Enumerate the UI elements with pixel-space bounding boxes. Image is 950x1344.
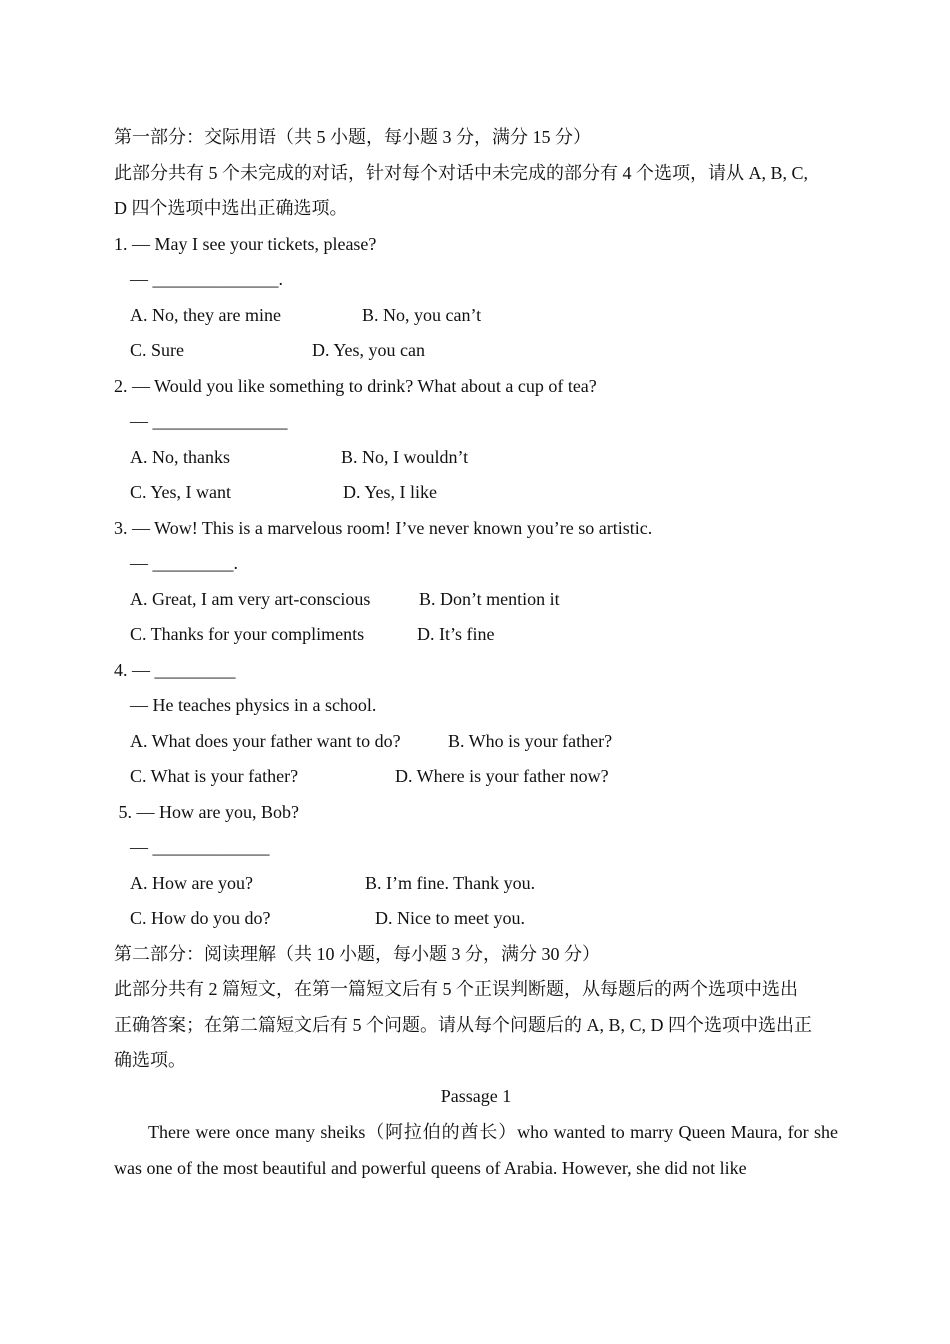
options-row — [114, 866, 838, 902]
question-response: — He teaches physics in a school. — [130, 695, 377, 715]
question-5 — [114, 795, 838, 937]
part1-header: 第一部分：交际用语（共 5 小题，每小题 3 分，满分 15 分） — [114, 127, 591, 147]
options-row — [114, 901, 838, 937]
question-prompt: 3. — Wow! This is a marvelous room! I’ve never known you’re so artistic. — [114, 517, 653, 538]
option-b: B. No, I wouldn’t — [341, 446, 469, 467]
option-b: B. I’m fine. Thank you. — [365, 872, 536, 893]
option-d: D. It’s fine — [417, 624, 495, 644]
passage-title: Passage 1 — [440, 1085, 512, 1106]
option-d: D. Yes, you can — [312, 340, 426, 360]
question-prompt: 2. — Would you like something to drink? What about a cup of tea? — [114, 375, 597, 396]
options-row — [114, 759, 838, 795]
question-response: — _______________ — [130, 411, 288, 431]
option-b: B. Who is your father? — [448, 730, 613, 751]
option-c: C. Thanks for your compliments — [130, 624, 365, 644]
option-b: B. No, you can’t — [362, 304, 482, 325]
question-prompt: 4. — _________ — [114, 659, 236, 680]
question-3 — [114, 511, 838, 653]
option-c: C. Yes, I want — [130, 482, 232, 502]
question-response: — ______________. — [130, 269, 283, 289]
question-response: — _____________ — [130, 837, 270, 857]
question-1 — [114, 227, 838, 369]
options-row — [114, 298, 838, 334]
question-prompt: 1. — May I see your tickets, please? — [114, 233, 377, 254]
option-a: A. How are you? — [130, 872, 253, 893]
part2-instruction-line: 确选项。 — [114, 1050, 186, 1070]
part2-instruction-line: 正确答案；在第二篇短文后有 5 个问题。请从每个问题后的 A, B, C, D 四个选项中选出正 — [114, 1014, 813, 1035]
option-a: A. No, they are mine — [130, 304, 281, 325]
options-row — [114, 475, 838, 511]
option-a: A. Great, I am very art-conscious — [130, 588, 371, 609]
options-row — [114, 617, 838, 653]
question-response: — _________. — [130, 553, 238, 573]
option-d: D. Nice to meet you. — [375, 908, 525, 928]
option-d: D. Where is your father now? — [395, 766, 609, 786]
options-row — [114, 440, 838, 476]
option-c: C. What is your father? — [130, 766, 299, 786]
option-a: A. What does your father want to do? — [130, 730, 401, 751]
question-prompt: 5. — How are you, Bob? — [114, 801, 299, 822]
part2-header: 第二部分：阅读理解（共 10 小题，每小题 3 分，满分 30 分） — [114, 943, 600, 964]
option-b: B. Don’t mention it — [419, 588, 560, 609]
document-page — [114, 120, 838, 1186]
option-c: C. How do you do? — [130, 908, 271, 928]
option-c: C. Sure — [130, 340, 184, 360]
part1-instruction-line: 此部分共有 5 个未完成的对话，针对每个对话中未完成的部分有 4 个选项，请从 A, B, C, — [114, 162, 809, 183]
options-row — [114, 582, 838, 618]
part2-instruction-line: 此部分共有 2 篇短文，在第一篇短文后有 5 个正误判断题，从每题后的两个选项中选出 — [114, 979, 798, 999]
options-row — [114, 724, 838, 760]
part1-instruction-line: D 四个选项中选出正确选项。 — [114, 198, 348, 218]
passage-text: There were once many sheiks（阿拉伯的酋长）who wanted to marry Queen Maura, for she was one of the most beautiful and powerful queens of Arabia. However, she did not like — [114, 1122, 838, 1178]
question-2 — [114, 369, 838, 511]
options-row — [114, 333, 838, 369]
option-d: D. Yes, I like — [343, 482, 438, 502]
option-a: A. No, thanks — [130, 446, 230, 467]
question-4 — [114, 653, 838, 795]
